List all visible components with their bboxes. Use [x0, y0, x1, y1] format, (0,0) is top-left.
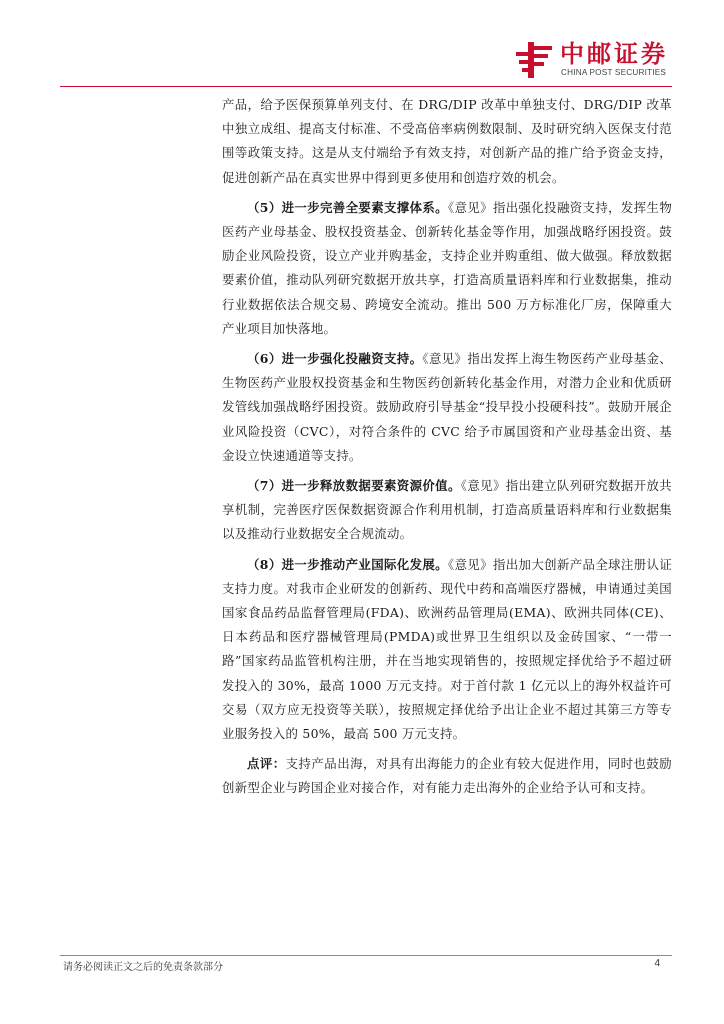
paragraph-text: 《意见》指出加大创新产品全球注册认证支持力度。对我市企业研发的创新药、现代中药和高端医疗器械，申请通过美国国家食品药品监督管理局(FDA)、欧洲药品管理局(EMA)、欧洲共同体(CE)、日本药品和医疗器械管理局(PMDA)或世界卫生组织以及金砖国家、“一带一路”国家药品监管机构注册，并在当地实现销售的，按照规定择优给予不超过研发投入的 30%，最高 1000 万元支持。对于首付款 1 亿元以上的海外权益许可交易（双方应无投资等关联），按照规定择优给予出让企业不超过其第三方等专业服务投入的 50%，最高 500 万元支持。 [222, 556, 673, 742]
header-divider [60, 86, 672, 87]
company-name-en: CHINA POST SECURITIES [561, 68, 667, 77]
paragraph-heading: （6）进一步强化投融资支持。 [247, 351, 423, 367]
paragraph [222, 553, 672, 747]
paragraph-heading: （7）进一步释放数据要素资源价值。 [247, 478, 461, 494]
company-logo [514, 40, 714, 84]
paragraph [222, 474, 672, 547]
paragraph-text: 产品，给予医保预算单列支付、在 DRG/DIP 改革中单独支付、DRG/DIP 改革中独立成组、提高支付标准、不受高倍率病例数限制、及时研究纳入医保支付范围等政策支持。这是从支付端给予有效支持，对创新产品的推广给予资金支持，促进创新产品在真实世界中得到更多使用和创造疗效的机会。 [222, 97, 672, 185]
commentary-label: 点评： [247, 756, 286, 772]
paragraph [222, 347, 672, 468]
china-post-emblem-icon [514, 40, 554, 80]
paragraph-heading: （5）进一步完善全要素支撑体系。 [247, 199, 448, 215]
page-header [0, 0, 724, 92]
disclaimer-note: 请务必阅读正文之后的免责条款部分 [63, 962, 223, 973]
company-name-cn: 中邮证券 [560, 40, 668, 68]
paragraph-text: 《意见》指出建立队列研究数据开放共享机制，完善医疗医保数据资源合作利用机制，打造高质量语料库和行业数据集以及推动行业数据安全合规流动。 [222, 478, 672, 542]
report-body [222, 93, 672, 807]
paragraph-heading: （8）进一步推动产业国际化发展。 [247, 556, 448, 572]
footer-divider [60, 955, 672, 956]
paragraph-text: 《意见》指出发挥上海生物医药产业母基金、生物医药产业股权投资基金和生物医药创新转化基金作用，对潜力企业和优质研发管线加强战略纾困投资。鼓励政府引导基金“投早投小投硬科技”。鼓励开展企业风险投资（CVC），对符合条件的 CVC 给予市属国资和产业母基金出资、基金设立快速通道等支持。 [222, 351, 672, 463]
commentary-paragraph [222, 752, 672, 800]
paragraph [222, 93, 672, 190]
page-number: 4 [654, 958, 660, 969]
commentary-text: 支持产品出海，对具有出海能力的企业有较大促进作用，同时也鼓励创新型企业与跨国企业对接合作，对有能力走出海外的企业给予认可和支持。 [222, 756, 672, 796]
paragraph-text: 《意见》指出强化投融资支持，发挥生物医药产业母基金、股权投资基金、创新转化基金等作用，加强战略纾困投资。鼓励企业风险投资，设立产业并购基金，支持企业并购重组、做大做强。释放数据要素价值，推动队列研究数据开放共享，打造高质量语料库和行业数据集，推动行业数据依法合规交易、跨境安全流动。推出 500 万方标准化厂房，保障重大产业项目加快落地。 [222, 199, 673, 336]
paragraph [222, 196, 672, 341]
